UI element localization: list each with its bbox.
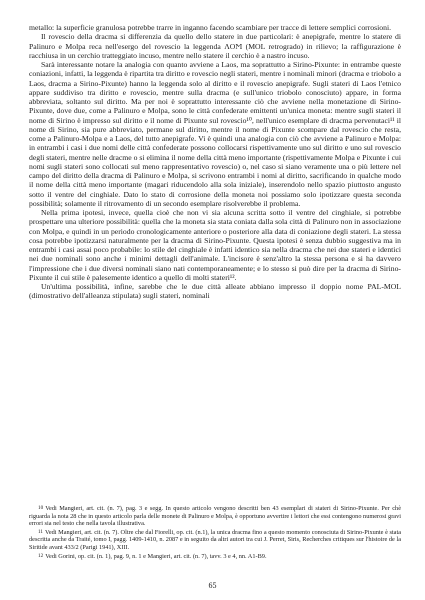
page-number: 65 <box>208 581 217 590</box>
footnote <box>29 505 401 528</box>
footnote-number: 10 <box>38 505 44 511</box>
footnote-text: Vedi Gorini, op. cit. (n. 1), pag. 9, n. 1 e Mangieri, art. cit. (n. 7), tavv. 3 e 4, nn. A1-B9. <box>45 552 267 560</box>
paragraph: Sarà interessante notare la analogia con quanto avviene a Laos, ma soprattutto a Sirino-Pixunte: in entrambe queste coniazioni, infatti, la leggenda è ripartita tra diritto e rovescio negli stateri, mentre i nominali minori (dracma e triobolo a Laos, dracma a Sirino-Pixunte) hanno la leggenda solo al diritto e il rovescio anepigrafe. Sugli stateri di Laos l'etnico appare suddiviso tra diritto e rovescio, mentre sulla dracma (e sull'unico triobolo conosciuto) appare, in forma abbreviata, soltanto sul diritto. Ma per noi è soprattutto interessante ciò che avviene nella monetazione di Sirino-Pixunte, dove due, come a Palinuro e Molpa, sono le città confederate emittenti un'unica moneta: mentre sugli stateri il nome di Sirino è impresso sul diritto e il nome di Pixunte sul rovescio¹⁰, nell'unico esemplare di dracma pervenutaci¹¹ il nome di Sirino, sia pure abbreviato, permane sul diritto, mentre il nome di Pixunte scompare dal rovescio che resta, come a Palinuro-Molpa e a Laos, del tutto anepigrafe. Vi è quindi una analogia con ciò che avviene a Palinuro e Molpa: in entrambi i casi i due nomi delle città confederate possono collocarsi rispettivamente uno sul diritto e uno sul rovescio degli stateri, mentre nelle dracme o si elimina il nome della città meno importante (rispettivamente Molpa e Pixunte i cui nomi sugli stateri sono collocati sul meno rappresentativo rovescio) o, nel caso si siano veramente una o più lettere nel campo del diritto della dracma di Palinuro e Molpa, si scrivono entrambi i nomi al diritto, sacrificando in qualche modo il nome della città meno importante (magari riducendolo alla sola iniziale), inserendolo nello spazio piuttosto angusto sotto il ventre del cinghiale. Dato lo stato di corrosione della moneta noi possiamo solo ipotizzare questa seconda possibilità; solamente il ritrovamento di un secondo esemplare risolverebbe il problema. <box>29 60 401 208</box>
paragraph: Nella prima ipotesi, invece, quella cioè che non vi sia alcuna scritta sotto il ventre del cinghiale, si potrebbe prospettare una ulteriore possibilità: quella che la moneta sia stata coniata dalla sola città di Palinuro non in associazione con Molpa, e quindi in un periodo cronologicamente anteriore o posteriore alla data di coniazione degli stateri. La stessa cosa potrebbe ipotizzarsi naturalmente per la dracma di Sirino-Pixunte. Questa ipotesi è senza dubbio suggestiva ma in entrambi i casi assai poco probabile: lo stile del cinghiale è infatti identico sia nella dracma che nei due stateri e identici nei due nominali sono anche i minimi dettagli dell'animale. L'incisore è senz'altro la stessa persona e si ha davvero l'impressione che i due diversi nominali siano nati contemporaneamente; e lo stesso si può dire per la dracma di Sirino-Pixunte il cui stile è palesemente identico a quello di molti stateri¹². <box>29 208 401 282</box>
footnote-number: 12 <box>38 552 44 559</box>
footnote-text: Vedi Mangieri, art. cit. (n. 7), pag. 3 e segg. In questo articolo vengono descritti ben 43 esemplari di stateri di Sirino-Pixunte. Per chè riguarda la nota 28 che in questo articolo parla delle monete di Palinuro e Molpa, è opportuno avvertire i lettori che essi contengono numerosi gravi errori sia nel testo che nella tavola illustrativa. <box>29 505 401 528</box>
footnotes <box>29 505 401 561</box>
footnote-text: Vedi Mangieri, art. cit. (n. 7). Oltre che dal Fiorelli, op. cit. (n.1), la unica dracma fino a questo momento conosciuta di Sirino-Pixunte è stata descritta anche da Traité, tomo I, pagg. 1409-1410, n. 2087 e in seguito da altri autori tra cui J. Perret, Siris, Recherches critiques sur l'histoire de la Siritide avant 433/2 (Parigi 1941), XIII. <box>29 528 401 551</box>
body-text <box>29 23 401 301</box>
paragraph: metallo: la superficie granulosa potrebbe trarre in inganno facendo scambiare per tracce di lettere semplici corrosioni. <box>29 23 392 32</box>
paragraph: Il rovescio della dracma si differenzia da quello dello statere in due particolari: è anepigrafe, mentre lo statere di Palinuro e Molpa reca nell'esergo del rovescio la leggenda ΛOϺ (MOL retrogrado) in rilievo; la raffigurazione è racchiusa in un cerchio tratteggiato incuso, mentre nello statere il cerchio è a nastro incuso. <box>29 32 401 60</box>
footnote <box>29 529 401 552</box>
paragraph: Un'ultima possibilità, infine, sarebbe che le due città alleate abbiano impresso il doppio nome PAL-MOL (dimostrativo dell'alleanza stipulata) sugli stateri, nominali <box>29 282 401 301</box>
footnote <box>29 553 401 561</box>
footnote-number: 11 <box>38 528 43 535</box>
